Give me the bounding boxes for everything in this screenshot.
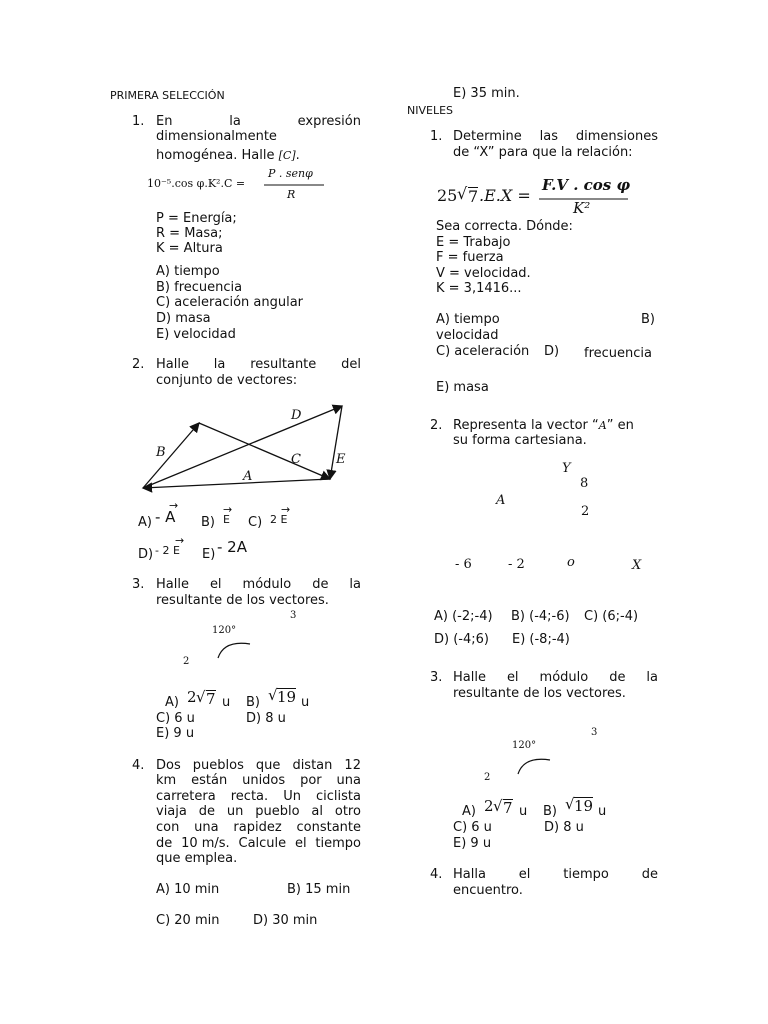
vector-magnitude-label: 3 <box>591 727 598 738</box>
word: Halle <box>156 357 189 372</box>
vector-arrow-mark: → <box>175 534 185 547</box>
answer-option-label[interactable]: D) <box>138 547 154 562</box>
radicand: 7 <box>206 690 216 708</box>
vector-label-d: D <box>291 408 302 423</box>
question-text-line: resultante de los vectores. <box>156 593 329 608</box>
answer-option[interactable]: E) masa <box>436 380 489 395</box>
answer-option-value: 2 E <box>270 513 288 526</box>
answer-option[interactable]: D) 30 min <box>253 913 318 928</box>
origin-label: o <box>567 555 575 570</box>
word: de <box>609 670 626 685</box>
question-number: 2. <box>430 418 443 433</box>
text: . <box>295 148 300 163</box>
axis-label-x: X <box>632 558 642 573</box>
answer-option-label[interactable]: C) <box>248 515 263 530</box>
word: de <box>156 836 173 851</box>
answer-option-label[interactable]: B) <box>201 515 215 530</box>
answer-option-label[interactable]: B) <box>246 695 260 710</box>
word: por <box>300 773 322 788</box>
word: tiempo <box>315 836 361 851</box>
vector-a <box>143 479 330 488</box>
radicand: 7 <box>468 187 479 206</box>
vector-magnitude-label: 2 <box>183 656 190 667</box>
answer-option[interactable]: D) 8 u <box>246 711 286 726</box>
word: Un <box>283 789 301 804</box>
unit: u <box>519 804 528 819</box>
question-text-line <box>156 577 361 592</box>
question-number: 1. <box>430 129 443 144</box>
word: una <box>336 773 361 788</box>
word: ciclista <box>316 789 361 804</box>
unit: u <box>301 695 310 710</box>
word: el <box>506 670 519 685</box>
text: homogénea. Halle <box>156 148 275 163</box>
answer-option-value: - 2A <box>217 538 247 556</box>
radical-sign: √ <box>493 797 503 815</box>
equation-lhs: .E.X = <box>479 186 531 205</box>
definition: V = velocidad. <box>436 266 531 281</box>
word: la <box>213 357 226 372</box>
word: unidos <box>242 773 286 788</box>
question-number: 4. <box>430 867 443 882</box>
question-text-line: su forma cartesiana. <box>453 433 587 448</box>
equation-coefficient: 25 <box>437 186 458 205</box>
vector-label-a: A <box>496 493 506 508</box>
word: módulo <box>539 670 589 685</box>
word: otro <box>334 804 361 819</box>
answer-option-label[interactable]: B) <box>543 804 557 819</box>
answer-option[interactable]: E) (-8;-4) <box>512 632 570 647</box>
word: pueblo <box>255 804 300 819</box>
radical-sign: √ <box>268 686 278 704</box>
question-text-line <box>453 418 658 433</box>
angle-label: 120° <box>512 740 537 751</box>
word: 12 <box>344 758 361 773</box>
word: expresión <box>297 114 361 129</box>
answer-option[interactable]: D) (-4;6) <box>434 632 489 647</box>
word: constante <box>296 820 361 835</box>
answer-option[interactable]: E) velocidad <box>156 327 236 342</box>
question-text-line <box>156 789 361 804</box>
word: la <box>229 114 241 129</box>
word: la <box>646 670 658 685</box>
answer-option[interactable]: C) (6;-4) <box>584 609 639 624</box>
vector-b <box>143 423 199 488</box>
answer-option[interactable]: E) 35 min. <box>453 86 520 101</box>
equation-numerator: F.V . cos φ <box>542 176 631 194</box>
word: están <box>191 773 228 788</box>
answer-option-label[interactable]: E) <box>202 547 216 562</box>
word: un <box>226 804 244 819</box>
angle-arc <box>516 754 576 784</box>
vector-magnitude-label: 3 <box>290 610 297 621</box>
question-number: 2. <box>132 357 145 372</box>
radicand: 7 <box>503 799 513 817</box>
word: el <box>518 867 531 882</box>
equation-lhs: 10⁻⁵.cos φ.K².C = <box>147 177 246 190</box>
section-title-niveles: NIVELES <box>407 104 454 117</box>
vector-label-a: A <box>243 469 253 484</box>
radicand: 19 <box>574 797 594 815</box>
coordinate-label: 8 <box>580 476 589 491</box>
answer-option-continuation: velocidad <box>436 328 499 343</box>
word: Dos <box>156 758 181 773</box>
vector-label-c: C <box>291 452 301 467</box>
question-text-line: encuentro. <box>453 883 523 898</box>
answer-option[interactable]: C) aceleración angular <box>156 295 304 310</box>
unit: u <box>598 804 607 819</box>
radical-sign: √ <box>457 184 468 203</box>
definition: K = Altura <box>156 241 223 256</box>
answer-option-label[interactable]: A) <box>165 695 179 710</box>
word: el <box>209 577 222 592</box>
radical-coefficient: 2 <box>484 797 494 815</box>
definition: R = Masa; <box>156 226 223 241</box>
answer-option[interactable]: E) 9 u <box>156 726 195 741</box>
answer-option[interactable]: D) 8 u <box>544 820 584 835</box>
word: las <box>539 129 558 144</box>
answer-option-value: - 2 E <box>155 544 180 557</box>
question-number: 1. <box>132 114 145 129</box>
word: km <box>156 773 177 788</box>
vector-label-b: B <box>156 445 166 460</box>
vector-c <box>199 423 330 479</box>
question-number: 3. <box>132 577 145 592</box>
math-variable: [C] <box>278 149 296 162</box>
answer-option[interactable]: B) frecuencia <box>156 280 243 295</box>
vector-arrow-mark: → <box>281 503 291 516</box>
coordinate-label: 2 <box>581 504 590 519</box>
word: al <box>311 804 323 819</box>
answer-option-value: E <box>223 513 230 526</box>
question-text-line <box>156 758 361 773</box>
axis-label-y: Y <box>562 461 571 476</box>
word: módulo <box>242 577 292 592</box>
question-text-line <box>156 836 361 851</box>
answer-option[interactable]: A) tiempo <box>156 264 220 279</box>
answer-option-label[interactable]: A) <box>462 804 476 819</box>
answer-option[interactable]: C) 6 u <box>156 711 195 726</box>
question-text-line: resultante de los vectores. <box>453 686 626 701</box>
text: ” en <box>606 418 634 433</box>
word: En <box>156 114 173 129</box>
equation-numerator: P . senφ <box>268 167 313 180</box>
question-number: 4. <box>132 758 145 773</box>
answer-option-value: - A <box>155 508 176 526</box>
equation-denominator: R <box>287 188 296 201</box>
answer-option[interactable]: A) 10 min <box>156 882 220 897</box>
answer-option[interactable]: B) 15 min <box>287 882 351 897</box>
definition: F = fuerza <box>436 250 504 265</box>
section-title-primera: PRIMERA SELECCIÓN <box>110 89 225 102</box>
word: tiempo <box>563 867 609 882</box>
text: Representa la vector “ <box>453 418 599 433</box>
answer-option[interactable]: C) aceleración <box>436 344 530 359</box>
word: Halle <box>453 670 486 685</box>
word: Calcule <box>238 836 287 851</box>
answer-option[interactable]: D) masa <box>156 311 211 326</box>
answer-option[interactable]: B) <box>641 312 655 327</box>
definition: K = 3,1416... <box>436 281 522 296</box>
answer-option[interactable]: D) <box>544 344 560 359</box>
vector-label-e: E <box>336 452 346 467</box>
coordinate-label: - 2 <box>508 557 525 572</box>
answer-option[interactable]: A) tiempo <box>436 312 500 327</box>
question-text-line: de “X” para que la relación: <box>453 145 633 160</box>
math-variable: A <box>598 419 607 432</box>
answer-option[interactable]: A) (-2;-4) <box>434 609 493 624</box>
vector-arrow-mark: → <box>169 499 179 512</box>
answer-option[interactable]: C) 20 min <box>156 913 220 928</box>
radicand: 19 <box>277 688 297 706</box>
word: de <box>198 804 215 819</box>
word: viaja <box>156 804 187 819</box>
question-number: 3. <box>430 670 443 685</box>
vector-e <box>330 406 342 479</box>
word: de <box>641 867 658 882</box>
question-text-line: que emplea. <box>156 851 238 866</box>
word: rapidez <box>233 820 282 835</box>
word: Halle <box>156 577 189 592</box>
radical-sign: √ <box>565 795 575 813</box>
radical-coefficient: 2 <box>187 688 197 706</box>
coordinate-label: - 6 <box>455 557 472 572</box>
word: que <box>255 758 281 773</box>
vector-arrow-mark: → <box>223 503 233 516</box>
question-text-line <box>453 867 658 882</box>
word: dimensiones <box>575 129 658 144</box>
question-text-line <box>156 804 361 819</box>
word: pueblos <box>192 758 244 773</box>
definition: P = Energía; <box>156 211 237 226</box>
unit: u <box>222 695 231 710</box>
word: resultante <box>250 357 317 372</box>
radical-sign: √ <box>196 688 206 706</box>
equation-denominator: K² <box>573 199 591 217</box>
word: 10 m/s. <box>181 836 230 851</box>
word: carretera <box>156 789 216 804</box>
definition: E = Trabajo <box>436 235 511 250</box>
answer-option-label[interactable]: A) <box>138 515 152 530</box>
answer-option[interactable]: B) (-4;-6) <box>511 609 570 624</box>
word: Determine <box>453 129 522 144</box>
answer-option-continuation: frecuencia <box>584 346 652 361</box>
word: del <box>341 357 361 372</box>
question-text-line: dimensionalmente <box>156 129 277 144</box>
word: de <box>312 577 329 592</box>
word: Halla <box>453 867 486 882</box>
question-text-line <box>156 820 361 835</box>
vector-magnitude-label: 2 <box>484 772 491 783</box>
word: con <box>156 820 180 835</box>
word: el <box>294 836 307 851</box>
question-text-line: Sea correcta. Dónde: <box>436 219 573 234</box>
question-text-line <box>156 773 361 788</box>
question-text-line <box>453 670 658 685</box>
answer-option[interactable]: E) 9 u <box>453 836 492 851</box>
word: distan <box>292 758 333 773</box>
question-text-line <box>453 129 658 144</box>
angle-arc <box>216 638 276 668</box>
word: una <box>194 820 219 835</box>
angle-label: 120° <box>212 625 237 636</box>
question-text-line: conjunto de vectores: <box>156 373 298 388</box>
word: la <box>349 577 361 592</box>
answer-option[interactable]: C) 6 u <box>453 820 492 835</box>
word: recta. <box>230 789 269 804</box>
